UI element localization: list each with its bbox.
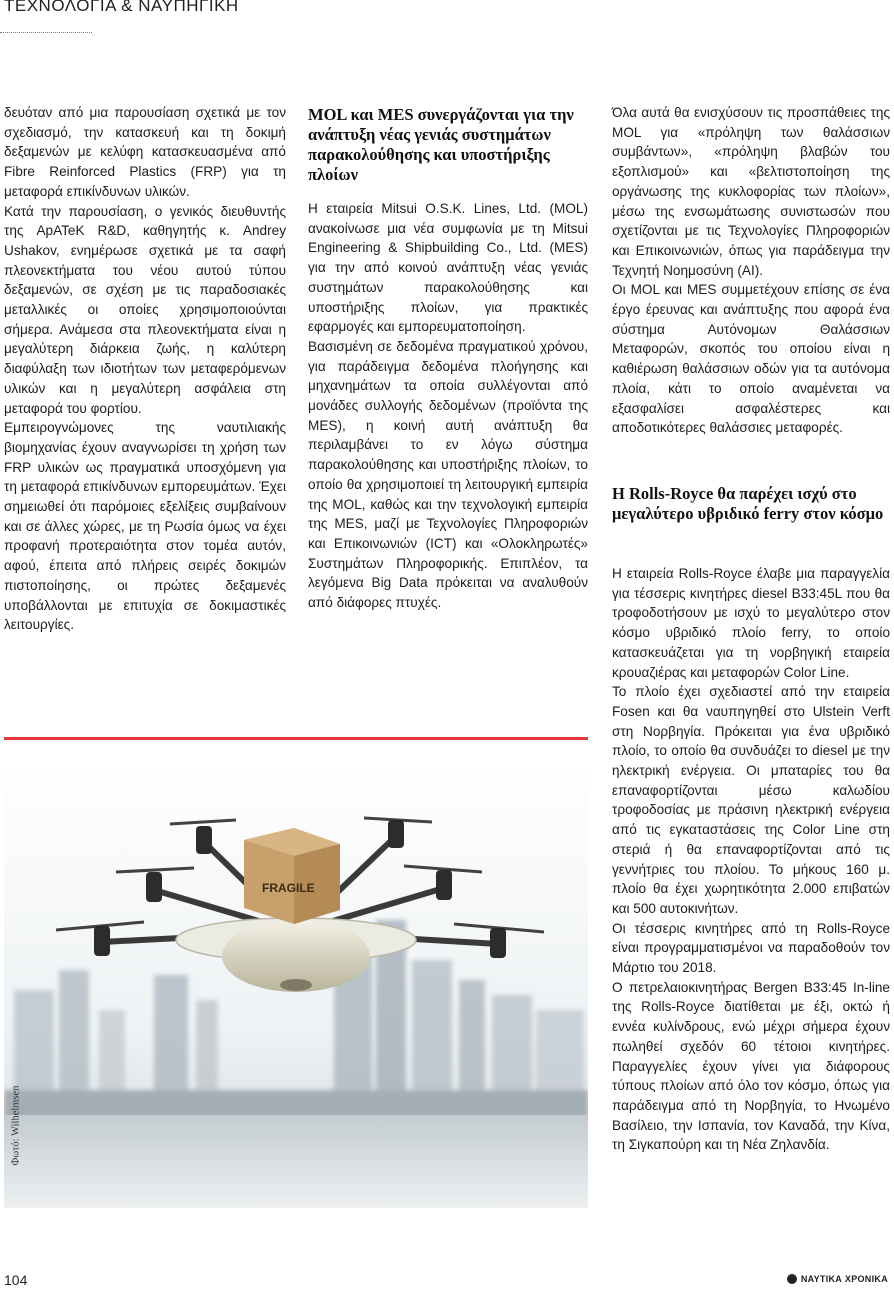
paragraph: Εμπειρογνώμονες της ναυτιλιακής βιομηχανίας έχουν αναγνωρίσει τη χρήση των FRP υλικών ως πραγματικά υποσχόμενη για τη μεταφορά επικίνδυνων εμπορευμάτων. Έχει σημειωθεί ότι παρόμοιες εξελίξεις συμβαίνουν και σε άλλες χώρες, με τη Ρωσία όμως να έχει προφανή προτεραιότητα στον τομέα αυτόν, αφού, έπειτα από πλήρεις σειρές δοκιμών πιστοποίησης, οι πρώτες δεξαμενές υποβάλλονται με επιτυχία σε δοκιμαστικές λειτουργίες. (4, 420, 287, 633)
paragraph: Βασισμένη σε δεδομένα πραγματικού χρόνου, για παράδειγμα δεδομένα πλοήγησης και μηχανημάτων τα οποία συλλέγονται από μονάδες συλλογής δεδομένων (προϊόντα της MES), η κοινή αυτή ανάπτυξη θα περιλαμβάνει το εν λόγω σύστημα παρακολούθησης και υποστήριξης πλοίων, το οποίο θα χρησιμοποιεί τη λειτουργική εμπειρία της MOL, καθώς και την τεχνολογική εμπειρία της MES, μαζί με Τεχνολογίες Πληροφοριών και Επικοινωνιών (ICT) και «Ολοκληρωτές» Συστημάτων Πληροφορικής. Επιπλέον, τα λεγόμενα Big Data πρόκειται να αναλυθούν από διάφορες πτυχές. (308, 338, 588, 611)
paragraph: Ο πετρελαιοκινητήρας Bergen B33:45 In-line της Rolls-Royce διατίθεται με έξι, οκτώ ή εννέα κυλίνδρους, ενώ μέχρι σήμερα έχουν πωληθεί σχεδόν 60 τέτοιοι κινητήρες. Παραγγελίες έχουν γίνει για διάφορους τύπους πλοίων από όλο τον κόσμο, όπως για παράδειγμα από τη Νορβηγία, το Ηνωμένο Βασίλειο, την Ισπανία, τον Καναδά, την Κίνα, τη Σιγκαπούρη και τη Νέα Ζηλανδία. (612, 979, 890, 1153)
article-column-1 (4, 103, 286, 635)
article-column-3-rolls-royce (612, 484, 890, 1155)
page-number: 104 (4, 1272, 28, 1288)
article-headline-mol-mes: MOL και MES συνεργάζονται για την ανάπτυξη νέας γενιάς συστημάτων παρακολούθησης και υποστήριξης πλοίων (308, 105, 574, 184)
logo-icon (787, 1274, 797, 1284)
drone-photo (4, 760, 588, 1208)
article-column-3 (612, 103, 890, 438)
article-column-2 (308, 105, 588, 613)
paragraph: δευόταν από μια παρουσίαση σχετικά με τον σχεδιασμό, την κατασκευή και τη δοκιμή δεξαμενών με κελύφη κατασκευασμένα από Fibre Reinforced Plastics (FRP) για τη μεταφορά επικίνδυνων υλικών. (4, 105, 286, 199)
paragraph: Το πλοίο έχει σχεδιαστεί από την εταιρεία Fosen και θα ναυπηγηθεί στο Ulstein Verft στη Νορβηγία. Πρόκειται για ένα υβριδικό πλοίο, το οποίο θα συνδυάζει το diesel με την ηλεκτρική ενέργεια. Οι μπαταρίες του θα επαναφορτίζονται μέσω καλωδίου τροφοδοσίας με πράσινη ηλεκτρική ενέργεια από τις εγκαταστάσεις της Color Line στη στεριά ή θα επαναφορτίζονται από τις γεννήτριες του πλοίου. Το μήκους 160 μ. πλοίο θα έχει χωρητικότητα 2.000 επιβατών και 500 αυτοκινήτων. (612, 684, 890, 916)
paragraph: Η εταιρεία Rolls-Royce έλαβε μια παραγγελία για τέσσερις κινητήρες diesel B33:45L που θα τροφοδοτήσουν με ισχύ το μεγαλύτερο στον κόσμο υβριδικό πλοίο ferry, το οποίο κατασκευάζεται για τη νορβηγική εταιρεία κρουαζιέρας και μεταφορών Color Line. (612, 566, 890, 680)
box-label: FRAGILE (262, 881, 315, 895)
paragraph: Οι τέσσερις κινητήρες από τη Rolls-Royce είναι προγραμματισμένοι να παραδοθούν τον Μάρτιο του 2018. (612, 920, 890, 976)
paragraph: Οι MOL και MES συμμετέχουν επίσης σε ένα έργο έρευνας και ανάπτυξης που αφορά ένα σύστημα Αυτόνομων Θαλάσσιων Μεταφορών, σκοπός του οποίου είναι η καθιέρωση θαλάσσιων οδών για τα αυτόνομα πλοία, κάτι το οποίο αναμένεται να εξασφαλίσει ασφαλέστερες και αποδοτικότερες θαλάσσιες μεταφορές. (612, 282, 890, 436)
magazine-name: ΝΑΥΤΙΚΑ ΧΡΟΝΙΚΑ (800, 1274, 888, 1284)
paragraph: Η εταιρεία Mitsui O.S.K. Lines, Ltd. (MOL) ανακοίνωσε μια νέα συμφωνία με τη Mitsui Engineering & Shipbuilding Co., Ltd. (MES) για την από κοινού ανάπτυξη νέας γενιάς συστημάτων παρακολούθησης και υποστήριξης πλοίων, για πρακτικές εφαρμογές και εμπορευματοποίηση. (308, 201, 588, 335)
paragraph: Κατά την παρουσίαση, ο γενικός διευθυντής της ApATeK R&D, καθηγητής κ. Andrey Ushakov, ενημέρωσε σχετικά με τα σαφή πλεονεκτήματα του νέου αυτού τύπου δεξαμενών, σε σχέση με τις παραδοσιακές μεταλλικές οι οποίες χρησιμοποιούνται σήμερα. Ανάμεσα στα πλεονεκτήματα είναι η μεγαλύτερη διάρκεια ζωής, η καλύτερη διαφύλαξη των ιδιοτήτων των μεταφερόμενων υλικών και η μεγαλύτερη ασφάλεια στη μεταφορά του φορτίου. (4, 203, 286, 416)
magazine-logo (787, 1274, 888, 1284)
photo-credit: Φωτό: Wilhelmsen (10, 1085, 22, 1166)
section-header: ΤΕΧΝΟΛΟΓΙΑ & ΝΑΥΠΗΓΙΚΗ (4, 0, 239, 15)
red-divider (4, 737, 588, 740)
paragraph: Όλα αυτά θα ενισχύσουν τις προσπάθειες της MOL για «πρόληψη των θαλάσσιων συμβάντων», «πρόληψη βλαβών του εξοπλισμού» και «βελτιστοποίηση της οργάνωσης της κυκλοφορίας των πλοίων», μέσω της ενσωμάτωσης συνιστωσών που σχετίζονται με τις Τεχνολογίες Πληροφοριών και Επικοινωνιών, όπως για παράδειγμα την Τεχνητή Νοημοσύνη (AI). (612, 105, 890, 278)
article-headline-rolls-royce: Η Rolls-Royce θα παρέχει ισχύ στο μεγαλύτερο υβριδικό ferry στον κόσμο (612, 484, 884, 523)
header-divider (0, 32, 92, 33)
